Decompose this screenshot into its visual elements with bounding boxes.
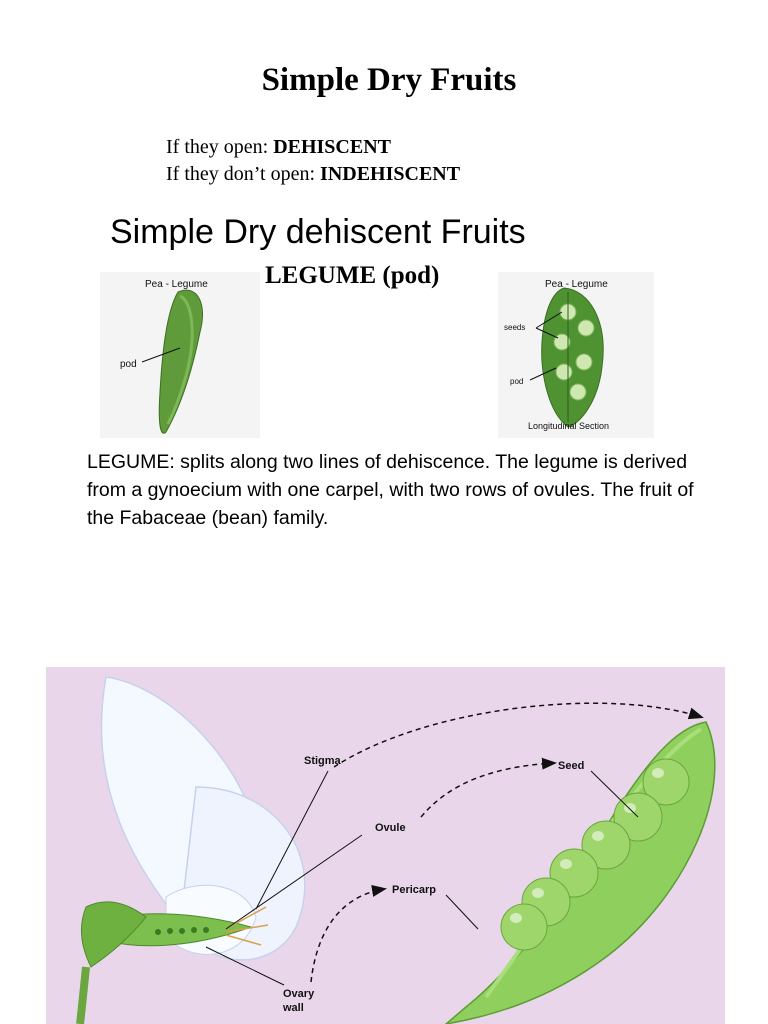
legume-description: LEGUME: splits along two lines of dehiscence. The legume is derived from a gynoecium with one carpel, with two rows of ovules. The fruit of the Fabaceae (bean) family. — [87, 451, 694, 529]
stigma-label: Stigma — [304, 755, 341, 767]
flower-to-pod-illustration — [46, 667, 725, 1024]
pod-label: pod — [120, 359, 137, 370]
definition-term: INDEHISCENT — [320, 163, 461, 185]
definition-prefix: If they open: — [166, 136, 274, 158]
ovule-label: Ovule — [375, 822, 406, 834]
ovary-wall-label: Ovary — [283, 988, 315, 1000]
seed-label: Seed — [558, 760, 585, 772]
definition-dehiscent — [166, 136, 391, 159]
seeds-label: seeds — [504, 323, 526, 332]
figure-caption: Longitudinal Section — [528, 421, 610, 431]
pericarp-label: Pericarp — [392, 884, 437, 896]
legume-heading: LEGUME (pod) — [265, 262, 440, 289]
definition-term: DEHISCENT — [273, 136, 391, 158]
definition-prefix: If they don’t open: — [166, 163, 321, 185]
figure-title: Pea - Legume — [145, 279, 208, 290]
figure-title: Pea - Legume — [545, 279, 608, 290]
pod-label: pod — [510, 377, 524, 386]
pea-section-figure — [498, 272, 654, 438]
section-heading: Simple Dry dehiscent Fruits — [110, 213, 526, 251]
definition-indehiscent — [166, 163, 460, 186]
pea-pod-figure — [100, 272, 260, 438]
page-title: Simple Dry Fruits — [261, 62, 517, 98]
ovary-wall-label: wall — [283, 1002, 304, 1014]
